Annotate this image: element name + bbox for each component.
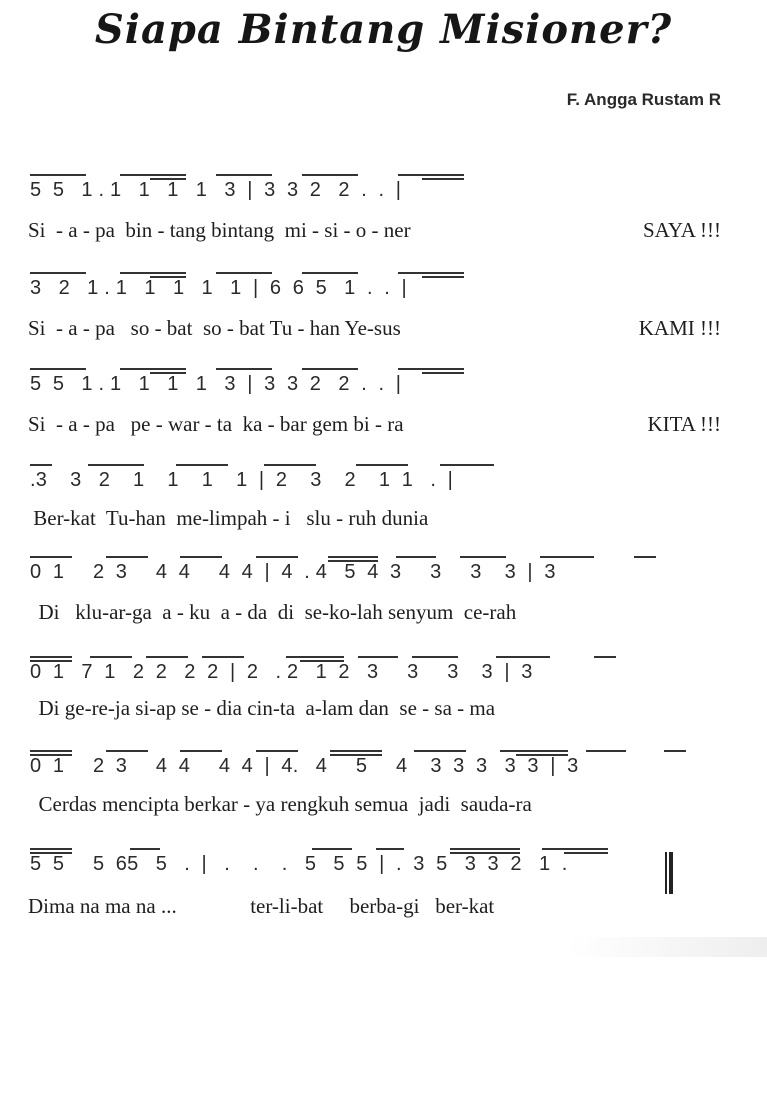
notation-line-5 (30, 552, 750, 586)
lyric-line-5: Di klu-ar-ga a - ku a - da di se-ko-lah senyum ce-rah (28, 600, 517, 624)
notation-text: .3 3 2 1 1 1 1 | 2 3 2 1 1 . | (30, 469, 453, 491)
page-edge-shadow (567, 937, 767, 957)
notation-line-7 (30, 746, 750, 780)
notation-line-2 (30, 268, 750, 302)
lyric-line-3: Si - a - pa pe - war - ta ka - bar gem bi - ra (28, 412, 404, 436)
response-call-1: SAYA !!! (643, 218, 721, 242)
notation-line-8 (30, 844, 750, 878)
response-call-3: KITA !!! (647, 412, 721, 436)
notation-line-4 (30, 460, 750, 494)
notation-text: 0 1 2 3 4 4 4 4 | 4. 4 5 4 3 3 3 3 3 | 3 (30, 755, 579, 777)
notation-text: 0 1 2 3 4 4 4 4 | 4 . 4 5 4 3 3 3 3 | 3 (30, 561, 556, 583)
response-call-2: KAMI !!! (638, 316, 721, 340)
lyric-line-7: Cerdas mencipta berkar - ya rengkuh semua jadi sauda-ra (28, 792, 532, 816)
notation-text: 5 5 5 65 5 . | . . . 5 5 5 | . 3 5 3 3 2 1 . (30, 853, 568, 875)
composer-name: F. Angga Rustam R (566, 90, 721, 109)
lyric-line-2: Si - a - pa so - bat so - bat Tu - han Ye-sus (28, 316, 401, 340)
notation-text: 5 5 1 . 1 1 1 1 3 | 3 3 2 2 . . | (30, 373, 402, 395)
notation-text: 3 2 1 . 1 1 1 1 1 | 6 6 5 1 . . | (30, 277, 407, 299)
notation-line-6 (30, 652, 750, 686)
lyric-line-6: Di ge-re-ja si-ap se - dia cin-ta a-lam dan se - sa - ma (28, 696, 496, 720)
final-barline (665, 852, 671, 894)
notation-text: 0 1 7 1 2 2 2 2 | 2 . 2 1 2 3 3 3 3 | 3 (30, 661, 533, 683)
lyric-line-1: Si - a - pa bin - tang bintang mi - si - o - ner (28, 218, 411, 242)
lyric-line-4: Ber-kat Tu-han me-limpah - i slu - ruh dunia (28, 506, 429, 530)
lyric-line-8: Dima na ma na ... ter-li-bat berba-gi ber-kat (28, 894, 495, 918)
notation-line-3 (30, 364, 750, 398)
notation-text: 5 5 1 . 1 1 1 1 3 | 3 3 2 2 . . | (30, 179, 402, 201)
song-title: Siapa Bintang Misioner? (94, 6, 673, 53)
notation-line-1 (30, 170, 750, 204)
